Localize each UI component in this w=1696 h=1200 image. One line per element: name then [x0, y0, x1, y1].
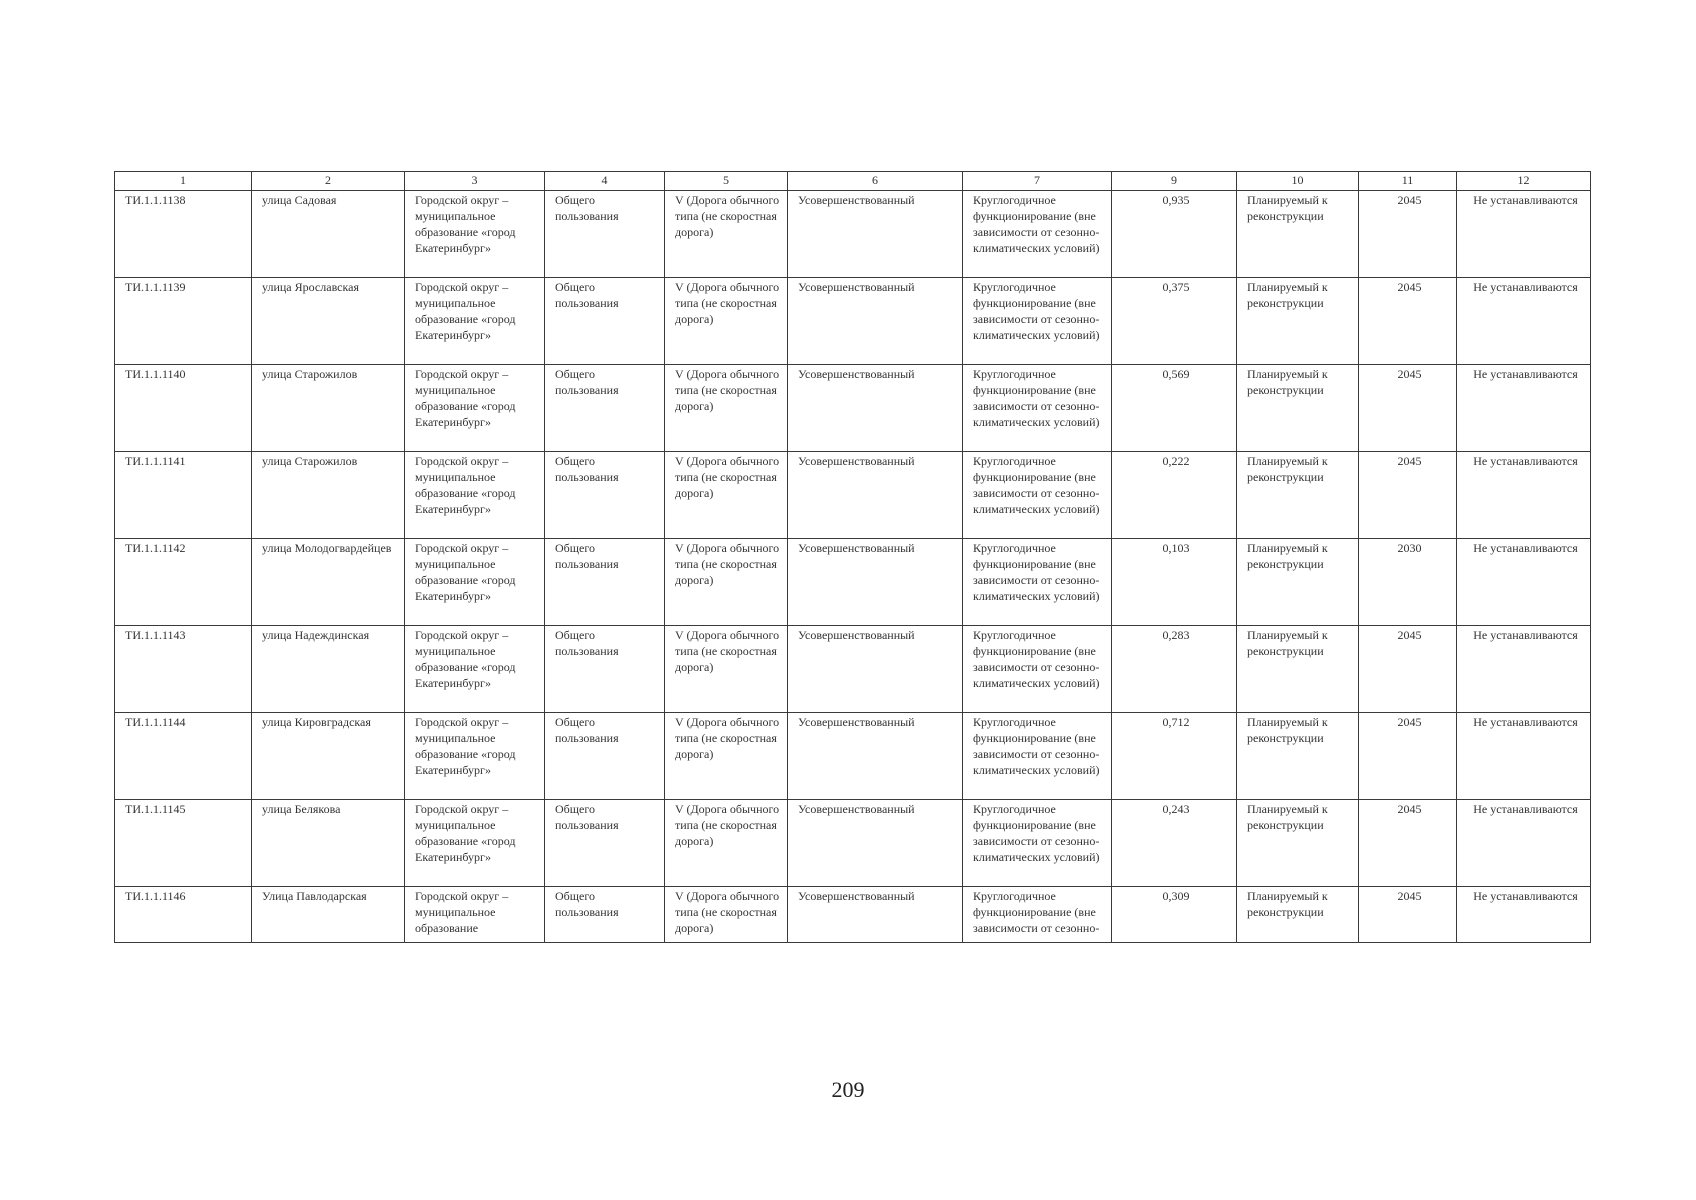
operation-mode-cell: Круглогодичное функционирование (вне зависимости от сезонно-климатических условий) [963, 713, 1112, 800]
surface-type-cell: Усовершенствованный [788, 713, 963, 800]
zones-cell: Не устанавливаются [1457, 800, 1591, 887]
purpose-cell: Общего пользования [545, 887, 665, 943]
column-header-12: 12 [1457, 172, 1591, 191]
column-header-2: 2 [252, 172, 405, 191]
zones-cell: Не устанавливаются [1457, 539, 1591, 626]
table-row [115, 278, 1591, 365]
column-header-9: 9 [1112, 172, 1237, 191]
object-id-cell: ТИ.1.1.1139 [115, 278, 252, 365]
object-id-cell: ТИ.1.1.1144 [115, 713, 252, 800]
operation-mode-cell: Круглогодичное функционирование (вне зависимости от сезонно-климатических условий) [963, 191, 1112, 278]
purpose-cell: Общего пользования [545, 800, 665, 887]
road-name-cell: Улица Павлодарская [252, 887, 405, 943]
zones-cell: Не устанавливаются [1457, 191, 1591, 278]
status-cell: Планируемый к реконструкции [1237, 191, 1359, 278]
status-cell: Планируемый к реконструкции [1237, 365, 1359, 452]
table-row [115, 887, 1591, 943]
road-category-cell: V (Дорога обычного типа (не скоростная дорога) [665, 800, 788, 887]
municipality-cell: Городской округ – муниципальное образование [405, 887, 545, 943]
year-cell: 2045 [1359, 191, 1457, 278]
purpose-cell: Общего пользования [545, 452, 665, 539]
table-row [115, 191, 1591, 278]
road-register-sheet [114, 171, 1590, 943]
column-header-5: 5 [665, 172, 788, 191]
year-cell: 2045 [1359, 800, 1457, 887]
road-name-cell: улица Белякова [252, 800, 405, 887]
surface-type-cell: Усовершенствованный [788, 800, 963, 887]
municipality-cell: Городской округ – муниципальное образование «город Екатеринбург» [405, 800, 545, 887]
zones-cell: Не устанавливаются [1457, 452, 1591, 539]
surface-type-cell: Усовершенствованный [788, 365, 963, 452]
object-id-cell: ТИ.1.1.1142 [115, 539, 252, 626]
surface-type-cell: Усовершенствованный [788, 887, 963, 943]
object-id-cell: ТИ.1.1.1141 [115, 452, 252, 539]
zones-cell: Не устанавливаются [1457, 887, 1591, 943]
municipality-cell: Городской округ – муниципальное образование «город Екатеринбург» [405, 278, 545, 365]
status-cell: Планируемый к реконструкции [1237, 626, 1359, 713]
column-header-7: 7 [963, 172, 1112, 191]
status-cell: Планируемый к реконструкции [1237, 887, 1359, 943]
page-number: 209 [831, 1077, 865, 1102]
road-category-cell: V (Дорога обычного типа (не скоростная дорога) [665, 452, 788, 539]
object-id-cell: ТИ.1.1.1146 [115, 887, 252, 943]
length-cell: 0,243 [1112, 800, 1237, 887]
operation-mode-cell: Круглогодичное функционирование (вне зависимости от сезонно-климатических условий) [963, 278, 1112, 365]
operation-mode-cell: Круглогодичное функционирование (вне зависимости от сезонно-климатических условий) [963, 452, 1112, 539]
road-category-cell: V (Дорога обычного типа (не скоростная дорога) [665, 278, 788, 365]
year-cell: 2030 [1359, 539, 1457, 626]
purpose-cell: Общего пользования [545, 713, 665, 800]
year-cell: 2045 [1359, 626, 1457, 713]
length-cell: 0,935 [1112, 191, 1237, 278]
year-cell: 2045 [1359, 365, 1457, 452]
year-cell: 2045 [1359, 713, 1457, 800]
operation-mode-cell: Круглогодичное функционирование (вне зависимости от сезонно-климатических условий) [963, 626, 1112, 713]
status-cell: Планируемый к реконструкции [1237, 452, 1359, 539]
zones-cell: Не устанавливаются [1457, 626, 1591, 713]
column-header-10: 10 [1237, 172, 1359, 191]
table-row [115, 713, 1591, 800]
object-id-cell: ТИ.1.1.1138 [115, 191, 252, 278]
zones-cell: Не устанавливаются [1457, 713, 1591, 800]
length-cell: 0,712 [1112, 713, 1237, 800]
municipality-cell: Городской округ – муниципальное образование «город Екатеринбург» [405, 191, 545, 278]
length-cell: 0,103 [1112, 539, 1237, 626]
municipality-cell: Городской округ – муниципальное образование «город Екатеринбург» [405, 539, 545, 626]
column-header-11: 11 [1359, 172, 1457, 191]
column-header-3: 3 [405, 172, 545, 191]
road-name-cell: улица Ярославская [252, 278, 405, 365]
purpose-cell: Общего пользования [545, 539, 665, 626]
operation-mode-cell: Круглогодичное функционирование (вне зависимости от сезонно-климатических условий) [963, 800, 1112, 887]
length-cell: 0,309 [1112, 887, 1237, 943]
road-name-cell: улица Молодогвардейцев [252, 539, 405, 626]
road-name-cell: улица Старожилов [252, 452, 405, 539]
length-cell: 0,569 [1112, 365, 1237, 452]
operation-mode-cell: Круглогодичное функционирование (вне зависимости от сезонно-климатических условий) [963, 365, 1112, 452]
year-cell: 2045 [1359, 887, 1457, 943]
status-cell: Планируемый к реконструкции [1237, 278, 1359, 365]
length-cell: 0,375 [1112, 278, 1237, 365]
surface-type-cell: Усовершенствованный [788, 626, 963, 713]
column-header-4: 4 [545, 172, 665, 191]
road-name-cell: улица Кировградская [252, 713, 405, 800]
status-cell: Планируемый к реконструкции [1237, 713, 1359, 800]
year-cell: 2045 [1359, 278, 1457, 365]
surface-type-cell: Усовершенствованный [788, 452, 963, 539]
surface-type-cell: Усовершенствованный [788, 191, 963, 278]
length-cell: 0,222 [1112, 452, 1237, 539]
table-row [115, 539, 1591, 626]
purpose-cell: Общего пользования [545, 626, 665, 713]
status-cell: Планируемый к реконструкции [1237, 539, 1359, 626]
operation-mode-cell: Круглогодичное функционирование (вне зависимости от сезонно-климатических условий) [963, 539, 1112, 626]
surface-type-cell: Усовершенствованный [788, 539, 963, 626]
table-row [115, 452, 1591, 539]
column-number-row [115, 172, 1591, 191]
table-row [115, 800, 1591, 887]
zones-cell: Не устанавливаются [1457, 365, 1591, 452]
object-id-cell: ТИ.1.1.1145 [115, 800, 252, 887]
road-name-cell: улица Садовая [252, 191, 405, 278]
road-category-cell: V (Дорога обычного типа (не скоростная дорога) [665, 887, 788, 943]
road-category-cell: V (Дорога обычного типа (не скоростная дорога) [665, 539, 788, 626]
municipality-cell: Городской округ – муниципальное образование «город Екатеринбург» [405, 365, 545, 452]
road-category-cell: V (Дорога обычного типа (не скоростная дорога) [665, 365, 788, 452]
zones-cell: Не устанавливаются [1457, 278, 1591, 365]
column-header-6: 6 [788, 172, 963, 191]
table-row [115, 626, 1591, 713]
object-id-cell: ТИ.1.1.1143 [115, 626, 252, 713]
purpose-cell: Общего пользования [545, 191, 665, 278]
column-header-1: 1 [115, 172, 252, 191]
surface-type-cell: Усовершенствованный [788, 278, 963, 365]
road-category-cell: V (Дорога обычного типа (не скоростная дорога) [665, 626, 788, 713]
road-register-table [114, 171, 1591, 943]
object-id-cell: ТИ.1.1.1140 [115, 365, 252, 452]
municipality-cell: Городской округ – муниципальное образование «город Екатеринбург» [405, 452, 545, 539]
status-cell: Планируемый к реконструкции [1237, 800, 1359, 887]
road-category-cell: V (Дорога обычного типа (не скоростная дорога) [665, 191, 788, 278]
table-row [115, 365, 1591, 452]
road-category-cell: V (Дорога обычного типа (не скоростная дорога) [665, 713, 788, 800]
purpose-cell: Общего пользования [545, 278, 665, 365]
municipality-cell: Городской округ – муниципальное образование «город Екатеринбург» [405, 626, 545, 713]
municipality-cell: Городской округ – муниципальное образование «город Екатеринбург» [405, 713, 545, 800]
road-name-cell: улица Надеждинская [252, 626, 405, 713]
operation-mode-cell: Круглогодичное функционирование (вне зависимости от сезонно- [963, 887, 1112, 943]
purpose-cell: Общего пользования [545, 365, 665, 452]
year-cell: 2045 [1359, 452, 1457, 539]
length-cell: 0,283 [1112, 626, 1237, 713]
road-name-cell: улица Старожилов [252, 365, 405, 452]
